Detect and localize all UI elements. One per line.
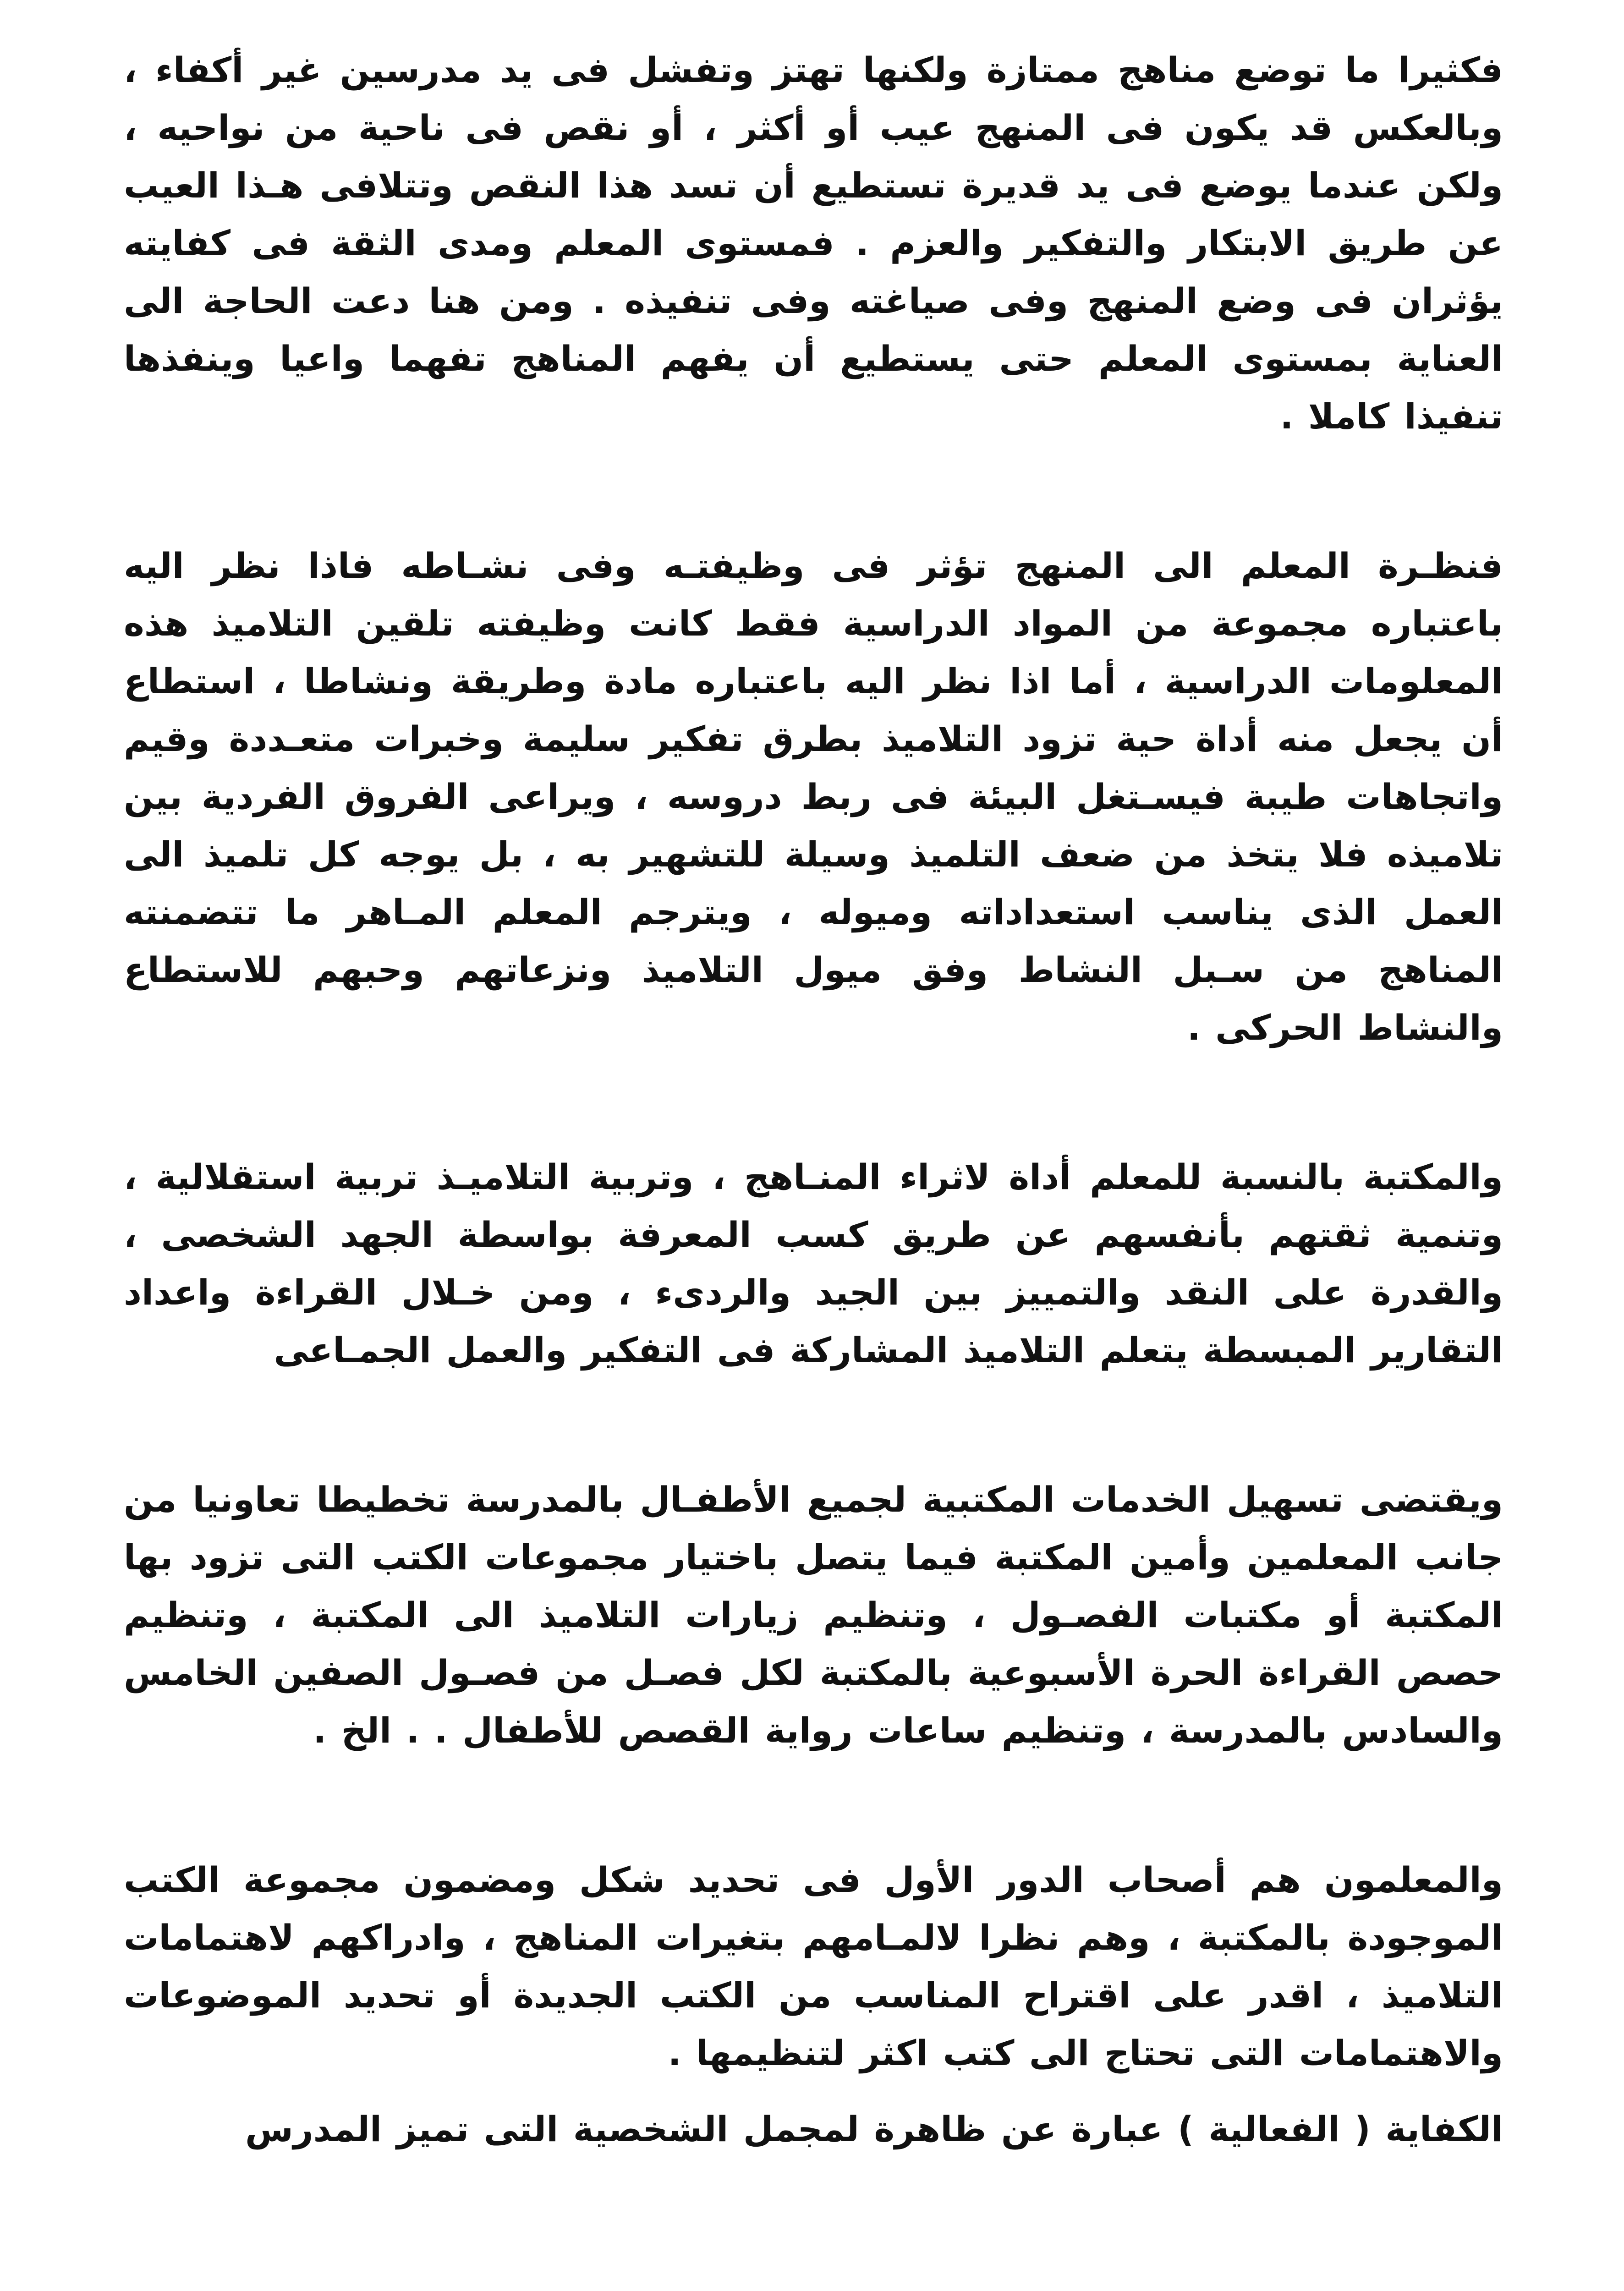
paragraph-efficiency-definition: الكفاية ( الفعالية ) عبارة عن ظاهرة لمجمل الشخصية التى تميز المدرس	[245, 2109, 1503, 2149]
paragraph-teacher-view-of-curriculum: فنظـرة المعلم الى المنهج تؤثر فى وظيفتـه وفى نشـاطه فاذا نظر اليه باعتباره مجموعة من المواد الدراسية فقط كانت وظيفته تلقين التلاميذ هذه المعلومات الدراسية ، أما اذا نظر اليه باعتباره مادة وطريقة ونشاطا ، استطاع أن يجعل منه أداة حية تزود التلاميذ بطرق تفكير سليمة وخبرات متعـددة وقيم واتجاهات طيبة فيسـتغل البيئة فى ربط دروسه ، ويراعى الفروق الفردية بين تلاميذه فلا يتخذ من ضعف التلميذ وسيلة للتشهير به ، بل يوجه كل تلميذ الى العمل الذى يناسب استعداداته وميوله ، ويترجم المعلم المـاهر ما تتضمنته المناهج من سـبل النشاط وفق ميول التلاميذ ونزعاتهم وحبهم للاستطاع والنشاط الحركى .	[124, 545, 1503, 1048]
paragraph-library-for-teacher: والمكتبة بالنسبة للمعلم أداة لاثراء المنـاهج ، وتربية التلاميـذ تربية استقلالية ، وتنمية ثقتهم بأنفسهم عن طريق كسب المعرفة بواسطة الجهد الشخصى ، والقدرة على النقد والتمييز بين الجيد والردىء ، ومن خـلال القراءة واعداد التقارير المبسطة يتعلم التلاميذ المشاركة فى التفكير والعمل الجمـاعى	[124, 1156, 1503, 1370]
paragraph-library-services: ويقتضى تسهيل الخدمات المكتبية لجميع الأطفـال بالمدرسة تخطيطا تعاونيا من جانب المعلمين وأمين المكتبة فيما يتصل باختيار مجموعات الكتب التى تزود بها المكتبة أو مكتبات الفصـول ، وتنظيم زيارات التلاميذ الى المكتبة ، وتنظيم حصص القراءة الحرة الأسبوعية بالمكتبة لكل فصـل من فصـول الصفين الخامس والسادس بالمدرسة ، وتنظيم ساعات رواية القصص للأطفال . . الخ .	[124, 1479, 1503, 1751]
paragraph-curriculum-teachers: فكثيرا ما توضع مناهج ممتازة ولكنها تهتز وتفشل فى يد مدرسين غير أكفاء ، وبالعكس قد يكون فى المنهج عيب أو أكثر ، أو نقص فى ناحية من نواحيه ، ولكن عندما يوضع فى يد قديرة تستطيع أن تسد هذا النقص وتتلافى هـذا العيب عن طريق الابتكار والتفكير والعزم . فمستوى المعلم ومدى الثقة فى كفايته يؤثران فى وضع المنهج وفى صياغته وفى تنفيذه . ومن هنا دعت الحاجة الى العناية بمستوى المعلم حتى يستطيع أن يفهم المناهج تفهما واعيا وينفذها تنفيذا كاملا .	[124, 49, 1503, 437]
paragraph-teachers-role: والمعلمون هم أصحاب الدور الأول فى تحديد شكل ومضمون مجموعة الكتب الموجودة بالمكتبة ، وهم نظرا لالمـامهم بتغيرات المناهج ، وادراكهم لاهتمامات التلاميذ ، اقدر على اقتراح المناسب من الكتب الجديدة أو تحديد الموضوعات والاهتمامات التى تحتاج الى كتب اكثر لتنظيمها .	[124, 1859, 1503, 2073]
document-page	[124, 41, 1503, 2176]
